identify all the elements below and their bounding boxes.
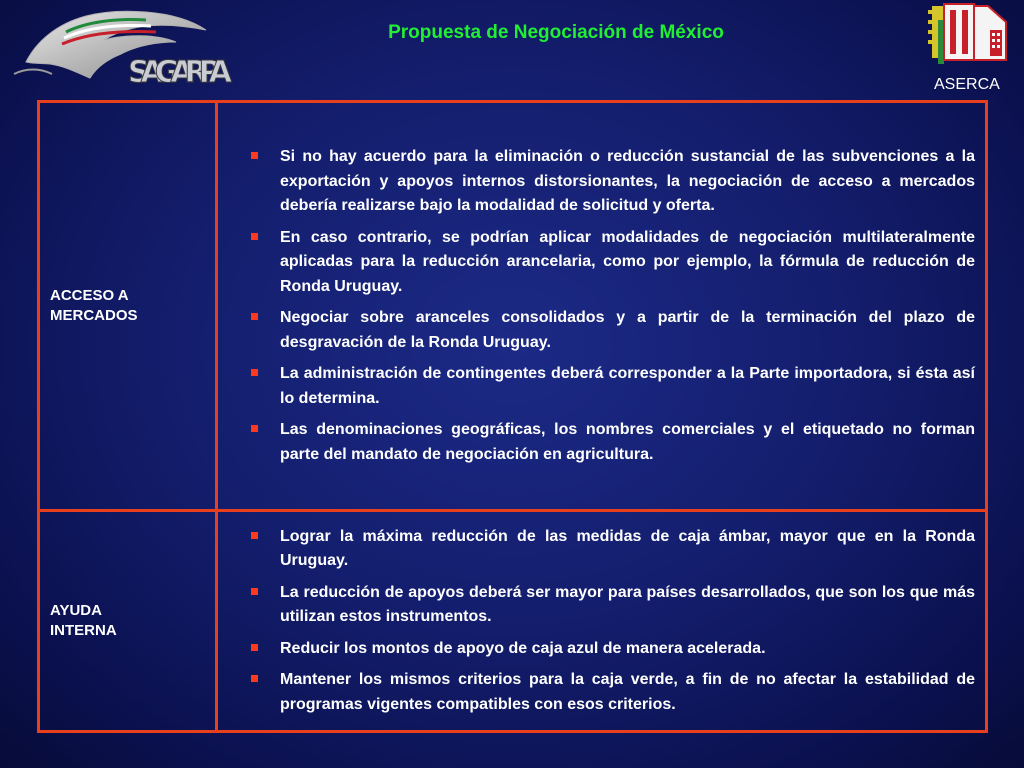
row-content [217,102,987,511]
list-item [250,418,975,467]
list-item-text: Lograr la máxima reducción de las medidas de caja ámbar, mayor que en la Ronda Uruguay. [280,527,975,570]
list-item [250,362,975,411]
sagarpa-logo-text: SAGARPA [128,55,232,90]
row-label [39,511,217,732]
row-label-line: INTERNA [50,622,117,639]
list-item-text: La reducción de apoyos deberá ser mayor para países desarrollados, que son los que más utilizan estos instrumentos. [280,583,975,626]
row-label-line: MERCADOS [50,307,138,324]
aserca-logo-text: ASERCA [934,76,1000,93]
list-item-text: Negociar sobre aranceles consolidados y a partir de la terminación del plazo de desgravación de la Ronda Uruguay. [280,309,975,351]
list-item [250,145,975,219]
list-item [250,226,975,300]
list-item-text: Reducir los montos de apoyo de caja azul de manera acelerada. [280,639,766,657]
bullet-icon [251,588,258,595]
list-item [250,637,975,662]
list-item [250,525,975,574]
bullet-icon [251,313,258,320]
list-item-text: Mantener los mismos criterios para la caja verde, a fin de no afectar la estabilidad de programas vigentes compatibles con esos criterios. [280,671,975,713]
bullet-icon [251,152,258,159]
table-row-ayuda-interna [39,511,987,732]
row-label [39,102,217,511]
page-title: Propuesta de Negociación de México [388,22,724,43]
bullet-list [250,145,975,467]
bullet-icon [251,233,258,240]
negotiation-table [37,100,988,733]
bullet-icon [251,675,258,682]
list-item-text: Las denominaciones geográficas, los nombres comerciales y el etiquetado no forman parte del mandato de negociación en agricultura. [280,421,975,463]
list-item-text: La administración de contingentes deberá corresponder a la Parte importadora, si ésta así lo determina. [280,365,975,407]
bullet-icon [251,644,258,651]
list-item-text: En caso contrario, se podrían aplicar modalidades de negociación multilateralmente aplicadas para la reducción arancelaria, como por ejemplo, la fórmula de reducción de Ronda Uruguay. [280,228,975,295]
bullet-list [250,525,975,718]
row-content [217,511,987,732]
sagarpa-logo [6,2,242,94]
bullet-icon [251,369,258,376]
bullet-icon [251,425,258,432]
row-label-line: ACCESO A [50,287,129,304]
list-item [250,306,975,355]
row-label-line: AYUDA [50,602,102,619]
list-item-text: Si no hay acuerdo para la eliminación o reducción sustancial de las subvenciones a la exportación y apoyos internos distorsionantes, la negociación de acceso a mercados debería realizarse bajo la modalidad de solicitud y oferta. [280,148,975,214]
list-item [250,668,975,717]
list-item [250,581,975,630]
table-row-acceso-mercados [39,102,987,511]
bullet-icon [251,532,258,539]
